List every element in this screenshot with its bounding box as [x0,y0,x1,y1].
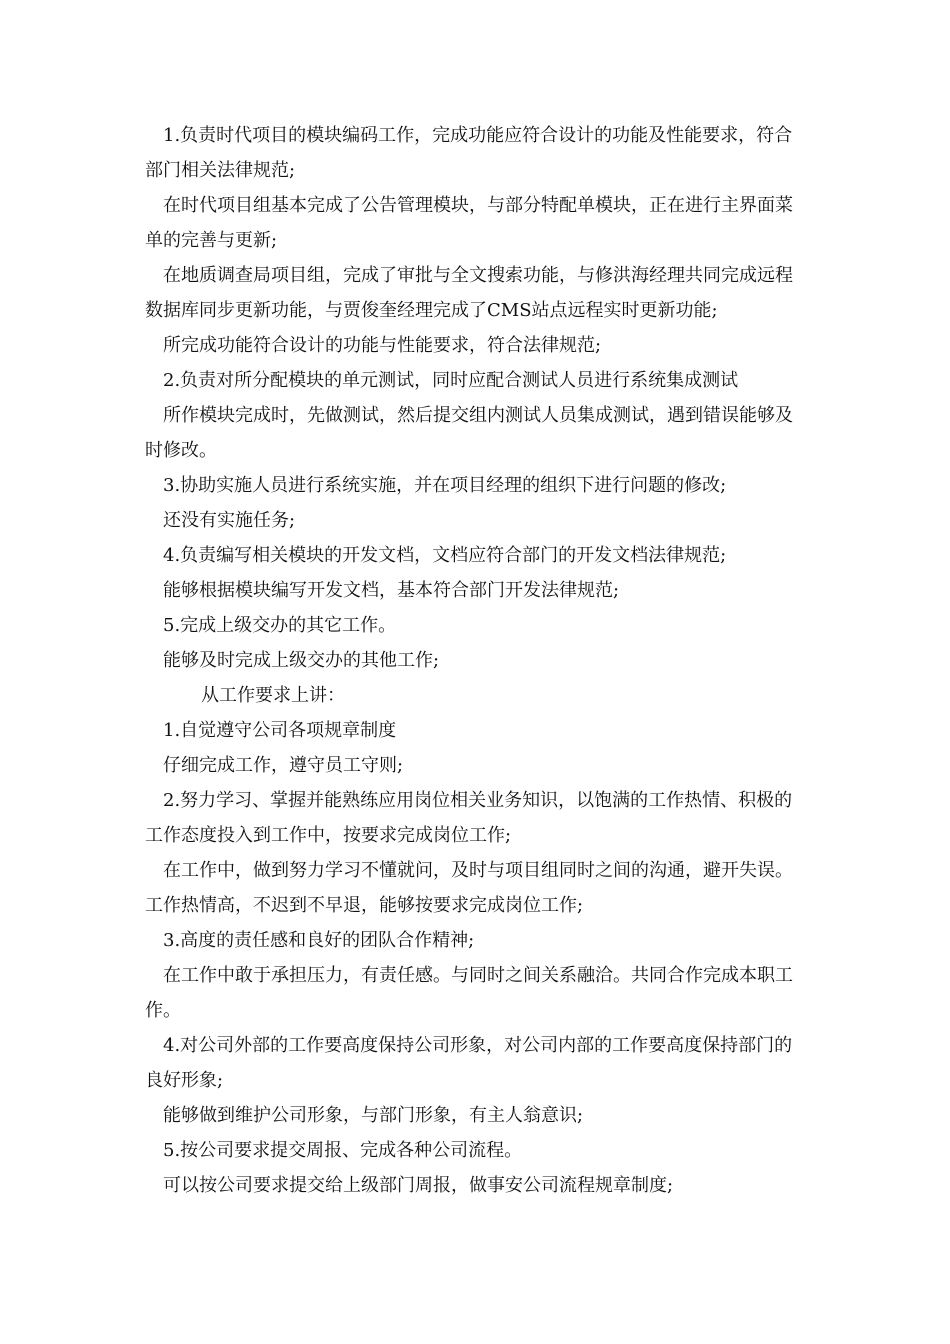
paragraph-7: 3.协助实施人员进行系统实施，并在项目经理的组织下进行问题的修改; [163,475,727,496]
paragraph-22: 5.按公司要求提交周报、完成各种公司流程。 [163,1140,523,1161]
paragraph-6: 所作模块完成时，先做测试，然后提交组内测试人员集成测试，遇到错误能够及时修改。 [145,405,793,461]
paragraph-10: 能够根据模块编写开发文档，基本符合部门开发法律规范; [163,580,620,601]
section-heading: 从工作要求上讲： [201,685,345,706]
paragraph-15: 仔细完成工作，遵守员工守则; [163,755,404,776]
paragraph-5: 2.负责对所分配模块的单元测试，同时应配合测试人员进行系统集成测试 [163,370,739,391]
document-page [145,118,807,1203]
paragraph-17: 在工作中，做到努力学习不懂就问，及时与项目组同时之间的沟通，避开失误。工作热情高，不迟到不早退，能够按要求完成岗位工作; [145,860,793,916]
paragraph-11: 5.完成上级交办的其它工作。 [163,615,397,636]
paragraph-20: 4.对公司外部的工作要高度保持公司形象，对公司内部的工作要高度保持部门的良好形象; [145,1035,793,1091]
paragraph-8: 还没有实施任务; [163,510,296,531]
paragraph-2: 在时代项目组基本完成了公告管理模块，与部分特配单模块，正在进行主界面菜单的完善与更新; [145,195,793,251]
paragraph-14: 1.自觉遵守公司各项规章制度 [163,720,397,741]
paragraph-21: 能够做到维护公司形象，与部门形象，有主人翁意识; [163,1105,584,1126]
paragraph-9: 4.负责编写相关模块的开发文档，文档应符合部门的开发文档法律规范; [163,545,727,566]
paragraph-16: 2.努力学习、掌握并能熟练应用岗位相关业务知识，以饱满的工作热情、积极的工作态度投入到工作中，按要求完成岗位工作; [145,790,793,846]
paragraph-3: 在地质调查局项目组，完成了审批与全文搜索功能，与修洪海经理共同完成远程数据库同步更新功能，与贾俊奎经理完成了CMS站点远程实时更新功能; [145,265,793,321]
paragraph-1: 1.负责时代项目的模块编码工作，完成功能应符合设计的功能及性能要求，符合部门相关法律规范; [145,125,793,181]
paragraph-23: 可以按公司要求提交给上级部门周报，做事安公司流程规章制度; [163,1175,674,1196]
paragraph-19: 在工作中敢于承担压力，有责任感。与同时之间关系融洽。共同合作完成本职工作。 [145,965,793,1021]
paragraph-12: 能够及时完成上级交办的其他工作; [163,650,440,671]
paragraph-18: 3.高度的责任感和良好的团队合作精神; [163,930,475,951]
paragraph-4: 所完成功能符合设计的功能与性能要求，符合法律规范; [163,335,602,356]
